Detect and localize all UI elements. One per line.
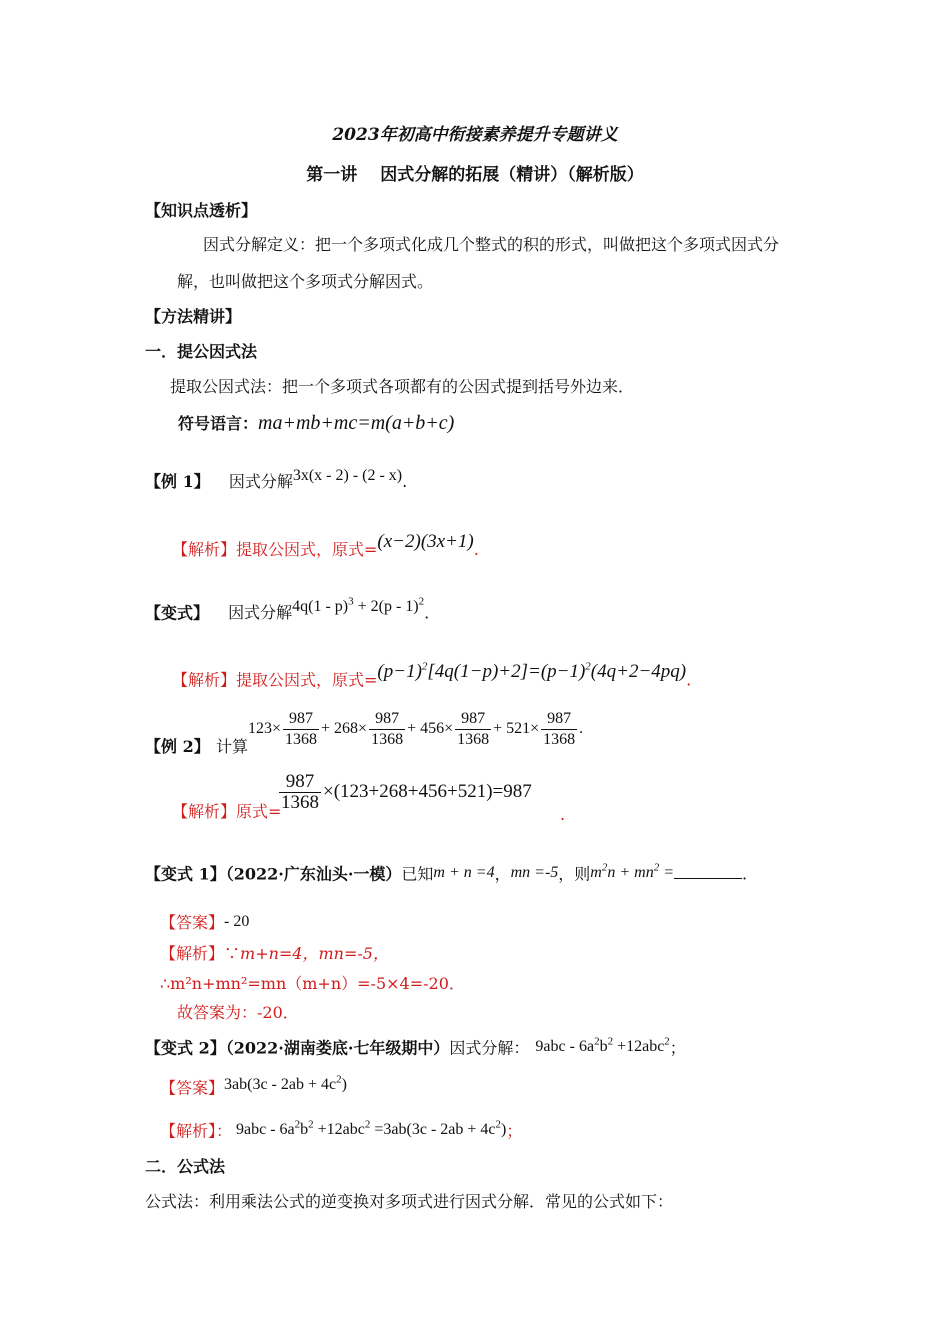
variant-2-answer-value [224, 1076, 347, 1093]
variant-prompt: 因式分解 [228, 603, 293, 623]
example-2-term: + 456× [407, 720, 454, 737]
fraction-denominator: 1368 [285, 730, 318, 748]
variant-2-analysis-part: 9abc - 6a [236, 1121, 295, 1139]
method-heading: 【方法精讲】 [145, 307, 242, 326]
variant-2-prompt: 因式分解： [449, 1038, 530, 1058]
example-2-answer-rest: ×(123+268+456+521)=987 [323, 781, 532, 802]
variant-answer-sup: 2 [585, 661, 591, 673]
example-1-analysis-label: 【解析】提取公因式，原式= [172, 540, 378, 559]
fraction-denominator: 1368 [543, 730, 576, 748]
fraction [455, 709, 491, 750]
fraction-numerator: 987 [283, 709, 319, 730]
variant-answer-sup: 2 [421, 661, 428, 673]
example-2-prompt: 计算 [216, 737, 249, 756]
variant-2-analysis-part: b [300, 1121, 309, 1139]
symbol-language [178, 412, 454, 435]
answer-blank[interactable] [674, 864, 742, 879]
variant-answer-part: (p−1) [377, 661, 422, 683]
example-2-term: + 268× [321, 720, 368, 737]
variant-2 [145, 1033, 686, 1060]
variant-2-analysis-label: 【解析】： [160, 1121, 233, 1141]
variant-1-question [590, 864, 674, 881]
symbol-formula: ma+mb+mc=m(a+b+c) [258, 412, 455, 434]
variant-2-analysis-sup: 2 [495, 1119, 501, 1131]
example-2-answer [277, 770, 532, 814]
example-2-answer-end: . [560, 805, 566, 824]
variant-expr-sup: 3 [348, 596, 354, 608]
example-2-end: . [579, 720, 584, 737]
variant-2-expr-sup: 2 [594, 1036, 600, 1048]
example-1 [145, 467, 408, 494]
variant-1-then: ，则 [558, 864, 591, 884]
knowledge-text-2: 解，也叫做把这个多项式分解因式。 [177, 272, 434, 291]
variant-end: . [424, 603, 430, 623]
section-1-heading: 一．提公因式法 [145, 342, 258, 361]
variant-1-analysis-label: 【解析】∵ [160, 944, 241, 963]
variant-1-answer-label: 【答案】 [160, 913, 225, 932]
section-2-heading: 二．公式法 [145, 1157, 226, 1176]
variant-expr-part: + 2(p - 1) [353, 598, 419, 616]
variant-1-question-sup: 2 [653, 862, 660, 874]
variant-1-analysis [160, 943, 389, 965]
variant-expr-sup: 2 [418, 596, 425, 608]
variant-1 [145, 859, 747, 886]
example-2-expression [248, 708, 583, 750]
fraction-numerator: 987 [455, 709, 491, 730]
variant-answer-end: . [686, 670, 692, 690]
variant-1-end: . [742, 864, 748, 884]
variant-2-answer-sup: 2 [336, 1074, 342, 1086]
variant-2-expr-sup: 2 [607, 1036, 614, 1048]
variant-2-analysis-sup: 2 [308, 1119, 314, 1131]
variant-2-answer [160, 1073, 347, 1100]
variant-2-expr-sup: 2 [664, 1036, 670, 1048]
example-1-expression: 3x(x - 2) - (2 - x) [292, 467, 403, 484]
variant-1-question-part: n + mn [607, 864, 654, 882]
variant-1-label: 【变式 1】 [145, 864, 226, 884]
fraction-numerator: 987 [541, 709, 577, 730]
section-2-description: 公式法：利用乘法公式的逆变换对多项式进行因式分解．常见的公式如下： [145, 1192, 674, 1211]
variant-2-expr-part: +12abc [613, 1038, 665, 1056]
variant-1-analysis-line-1: m+n=4，mn=-5， [240, 944, 389, 963]
example-1-answer: (x−2)(3x+1) [377, 531, 474, 552]
section-1-description: 提取公因式法：把一个多项式各项都有的公因式提到括号外边来． [170, 377, 635, 396]
fraction [279, 772, 321, 813]
variant-2-analysis-expression [236, 1121, 506, 1138]
knowledge-heading: 【知识点透析】 [145, 201, 258, 220]
variant-2-analysis-part: +12abc [313, 1121, 365, 1139]
variant-1-analysis-line-3: 故答案为：-20． [177, 1003, 299, 1022]
example-1-label: 【例 1】 [145, 472, 210, 491]
fraction [283, 709, 319, 750]
variant-2-end: ； [669, 1038, 686, 1058]
variant-2-analysis-part: ) [501, 1121, 507, 1139]
variant-1-source: （2022·广东汕头·一模） [225, 864, 402, 884]
fraction-denominator: 1368 [371, 730, 404, 748]
variant-1-question-sup: 2 [601, 862, 608, 874]
variant-2-answer-label: 【答案】 [160, 1078, 225, 1098]
variant-analysis-label: 【解析】提取公因式，原式= [172, 670, 378, 690]
variant-2-analysis [160, 1116, 522, 1143]
variant-2-answer-part: 3ab(3c - 2ab + 4c [224, 1076, 337, 1094]
lecture-title: 第一讲 因式分解的拓展（精讲）（解析版） [306, 165, 644, 185]
variant-2-answer-part: ) [341, 1076, 347, 1094]
variant-1-answer [160, 912, 249, 935]
knowledge-text-1: 因式分解定义：把一个多项式化成几个整式的积的形式，叫做把这个多项式因式分 [203, 235, 780, 254]
variant-1-analysis-line-2: ∴m²n+mn²=mn（m+n）=-5×4=-20． [160, 974, 465, 993]
fraction-denominator: 1368 [281, 792, 319, 814]
variant-answer-part: (4q+2−4pq) [590, 661, 687, 683]
example-1-end: . [402, 472, 408, 491]
variant-1-answer-value: - 20 [224, 913, 250, 930]
example-1-answer-end: . [473, 540, 479, 559]
variant-1-separator: ， [494, 864, 511, 884]
variant-label: 【变式】 [145, 603, 210, 623]
variant [145, 598, 429, 625]
variant-analysis [172, 661, 692, 691]
variant-answer [377, 661, 686, 682]
example-2-term: 123× [248, 720, 282, 737]
variant-1-condition-2: mn =-5 [510, 864, 559, 882]
variant-2-expr-part: b [599, 1038, 608, 1056]
variant-2-analysis-sup: 2 [294, 1119, 301, 1131]
example-2-analysis-label: 【解析】原式= [172, 802, 282, 821]
variant-expr-part: 4q(1 - p) [292, 598, 349, 616]
variant-1-known: 已知 [401, 864, 434, 884]
doc-title: 2023年初高中衔接素养提升专题讲义 [332, 125, 618, 145]
example-1-analysis [172, 531, 479, 561]
variant-answer-part: [4q(1−p)+2]=(p−1) [427, 661, 586, 683]
symbol-label: 符号语言： [178, 414, 259, 433]
fraction-numerator: 987 [369, 709, 405, 730]
example-2-label: 【例 2】 [145, 737, 210, 756]
variant-2-analysis-end: ； [506, 1121, 523, 1141]
fraction [541, 709, 577, 750]
variant-1-question-part: = [659, 864, 675, 882]
variant-expression [292, 598, 424, 615]
example-1-prompt: 因式分解 [228, 472, 293, 491]
variant-2-analysis-part: =3ab(3c - 2ab + 4c [370, 1121, 496, 1139]
variant-2-label: 【变式 2】 [145, 1038, 226, 1058]
variant-2-expression [535, 1038, 669, 1055]
variant-2-expr-part: 9abc - 6a [535, 1038, 595, 1056]
variant-2-analysis-sup: 2 [364, 1119, 371, 1131]
fraction [369, 709, 405, 750]
fraction-denominator: 1368 [457, 730, 490, 748]
variant-1-condition-1: m + n =4 [433, 864, 495, 882]
variant-2-source: （2022·湖南娄底·七年级期中） [225, 1038, 450, 1058]
example-2-term: + 521× [493, 720, 540, 737]
variant-1-question-part: m [590, 864, 602, 882]
fraction-numerator: 987 [279, 772, 321, 793]
